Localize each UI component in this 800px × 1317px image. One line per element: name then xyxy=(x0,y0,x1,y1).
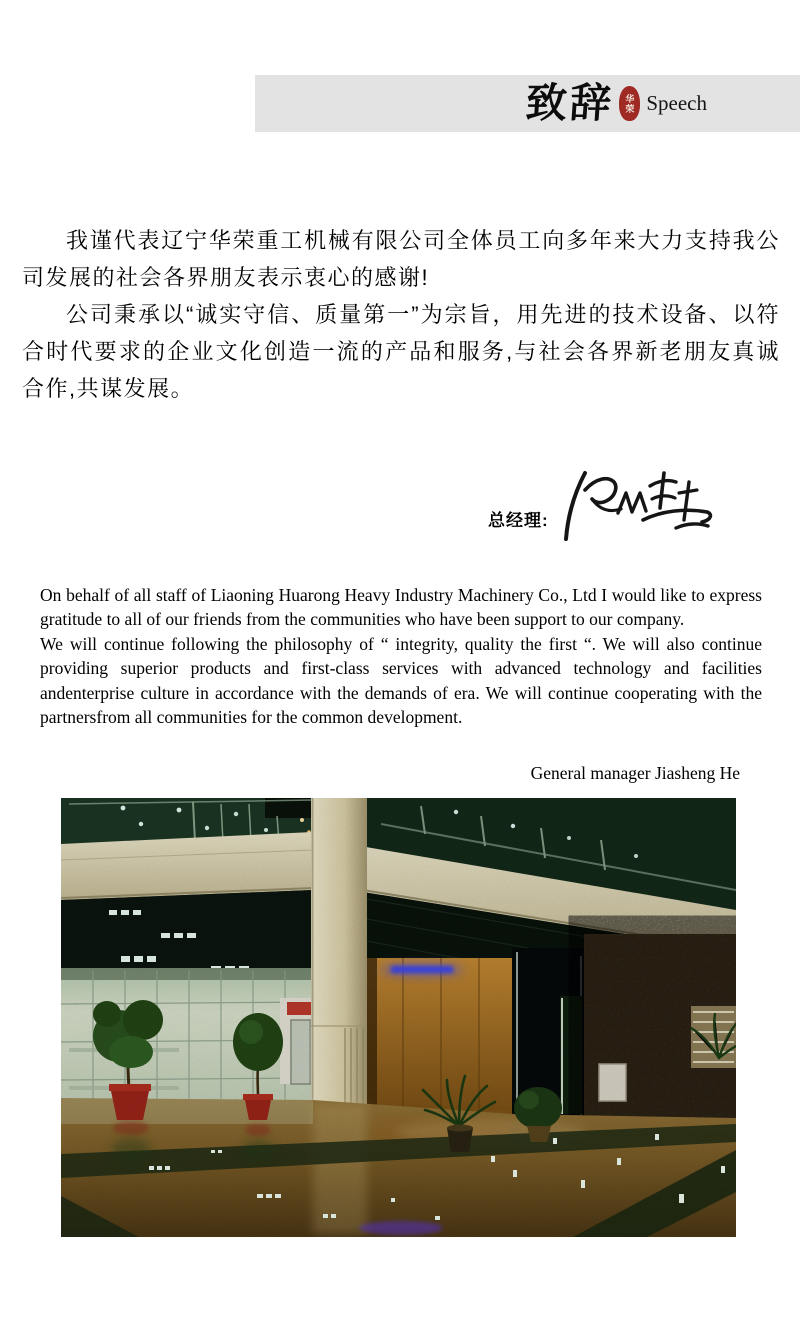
signature-handwriting xyxy=(555,466,725,550)
seal-char-top: 华 xyxy=(625,93,635,104)
en-paragraph-1: On behalf of all staff of Liaoning Huarong Heavy Industry Machinery Co., Ltd I would like to express gratitude to all of our friends from the communities who have been support to our company. xyxy=(40,585,762,630)
lobby-photo xyxy=(61,798,736,1237)
header-bar xyxy=(255,75,800,132)
huarong-seal-icon xyxy=(619,86,640,121)
photo-grain-overlay xyxy=(61,798,736,1237)
lobby-photo-illustration xyxy=(61,798,736,1237)
en-paragraph-2: We will continue following the philosophy of “ integrity, quality the first “. We will also continue providing superior products and first-class services with advanced technology and facilities andenterprise culture in accordance with the demands of era. We will continue cooperating with the partnersfrom all communities for the common development. xyxy=(40,633,762,728)
seal-char-bottom: 荣 xyxy=(625,103,635,114)
cn-paragraph-1: 我谨代表辽宁华荣重工机械有限公司全体员工向多年来大力支持我公司发展的社会各界朋友表示衷心的感谢! xyxy=(22,228,780,290)
speech-subtitle: Speech xyxy=(646,91,707,115)
signature-row xyxy=(488,466,725,550)
general-manager-byline: General manager Jiasheng He xyxy=(530,763,740,783)
chinese-speech-block xyxy=(22,222,780,407)
cn-paragraph-2: 公司秉承以“诚实守信、质量第一”为宗旨，用先进的技术设备、以符合时代要求的企业文化创造一流的产品和服务,与社会各界新老朋友真诚合作,共谋发展。 xyxy=(22,302,780,401)
calligraphy-title: 致辞 xyxy=(524,79,617,127)
english-speech-block xyxy=(40,583,762,729)
signature-label: 总经理: xyxy=(488,511,549,530)
